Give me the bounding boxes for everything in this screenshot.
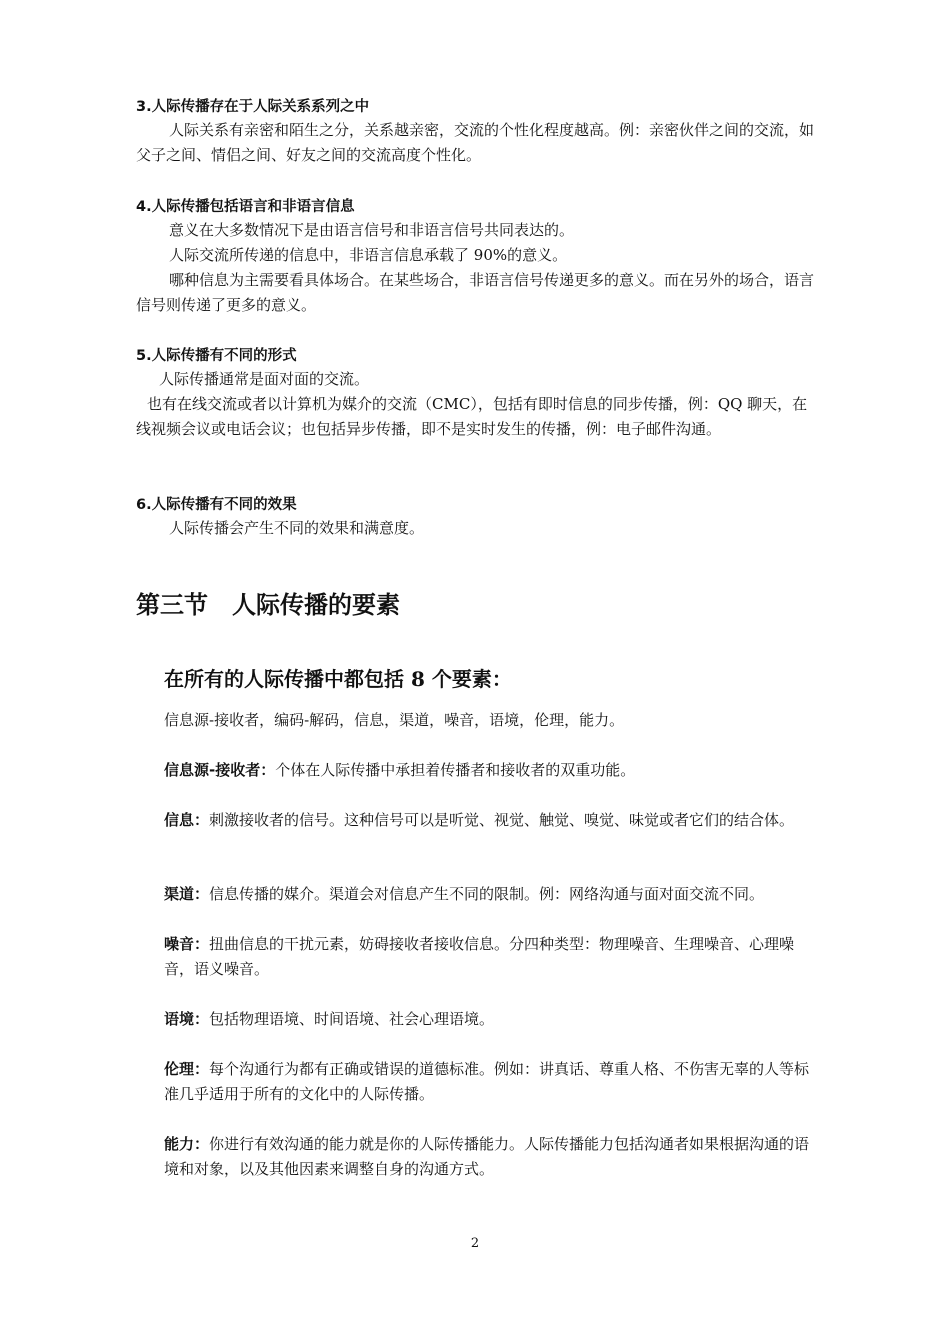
element-term: 语境：	[164, 1010, 210, 1028]
element-definition: 扭曲信息的干扰元素，妨碍接收者接收信息。分四种类型：物理噪音、生理噪音、心理噪音，语义噪音。	[164, 935, 795, 978]
element-term: 信息源-接收者：	[164, 761, 276, 779]
intro-suffix: 个要素：	[424, 667, 512, 691]
paragraph: 哪种信息为主需要看具体场合。在某些场合，非语言信号传递更多的意义。而在另外的场合，语言信号则传递了更多的意义。	[136, 271, 815, 314]
chapter-title-block	[136, 588, 820, 622]
element-definition: 信息传播的媒介。渠道会对信息产生不同的限制。例：网络沟通与面对面交流不同。	[209, 885, 765, 903]
intro-block	[164, 664, 820, 694]
section-heading: 6.人际传播有不同的效果	[136, 497, 297, 513]
page-number: 2	[470, 1236, 480, 1251]
section-heading: 5.人际传播有不同的形式	[136, 348, 297, 364]
element-term: 伦理：	[164, 1060, 210, 1078]
section-4	[136, 196, 820, 318]
element-item	[164, 1132, 820, 1182]
section-heading: 3.人际传播存在于人际关系系列之中	[136, 99, 370, 115]
intro-number: 8	[410, 667, 425, 691]
section-heading: 4.人际传播包括语言和非语言信息	[136, 199, 355, 215]
element-item	[164, 758, 820, 783]
element-term: 噪音：	[164, 935, 210, 953]
section-3	[136, 96, 820, 168]
section-5	[136, 345, 820, 442]
intro-list-block	[164, 708, 820, 733]
element-definition: 你进行有效沟通的能力就是你的人际传播能力。人际传播能力包括沟通者如果根据沟通的语境和对象，以及其他因素来调整自身的沟通方式。	[164, 1135, 810, 1178]
element-term: 渠道：	[164, 885, 210, 903]
paragraph: 人际传播会产生不同的效果和满意度。	[169, 519, 425, 537]
element-item	[164, 1007, 820, 1032]
paragraph: 人际关系有亲密和陌生之分，关系越亲密，交流的个性化程度越高。例：亲密伙伴之间的交流，如父子之间、情侣之间、好友之间的交流高度个性化。	[136, 121, 815, 164]
element-list: 信息源-接收者，编码-解码，信息，渠道，噪音，语境，伦理，能力。	[164, 711, 625, 729]
element-item	[164, 882, 820, 907]
section-6	[136, 494, 820, 541]
chapter-title: 第三节 人际传播的要素	[136, 591, 400, 619]
element-term: 信息：	[164, 811, 210, 829]
element-definition: 包括物理语境、时间语境、社会心理语境。	[209, 1010, 495, 1028]
element-definition: 个体在人际传播中承担着传播者和接收者的双重功能。	[275, 761, 636, 779]
paragraph: 人际传播通常是面对面的交流。	[159, 370, 370, 388]
element-term: 能力：	[164, 1135, 210, 1153]
intro-heading	[164, 664, 820, 694]
element-definition: 刺激接收者的信号。这种信号可以是听觉、视觉、触觉、嗅觉、味觉或者它们的结合体。	[209, 811, 795, 829]
paragraph: 也有在线交流或者以计算机为媒介的交流（CMC），包括有即时信息的同步传播，例：QQ 聊天，在线视频会议或电话会议；也包括异步传播，即不是实时发生的传播，例：电子邮件沟通。	[136, 395, 808, 438]
element-item	[164, 808, 820, 833]
element-item	[164, 1057, 820, 1107]
paragraph: 意义在大多数情况下是由语言信号和非语言信号共同表达的。	[169, 221, 575, 239]
element-item	[164, 932, 820, 982]
intro-prefix: 在所有的人际传播中都包括	[164, 667, 411, 691]
element-definition: 每个沟通行为都有正确或错误的道德标准。例如：讲真话、尊重人格、不伤害无辜的人等标准几乎适用于所有的文化中的人际传播。	[164, 1060, 810, 1103]
paragraph: 人际交流所传递的信息中，非语言信息承载了 90%的意义。	[169, 246, 568, 264]
